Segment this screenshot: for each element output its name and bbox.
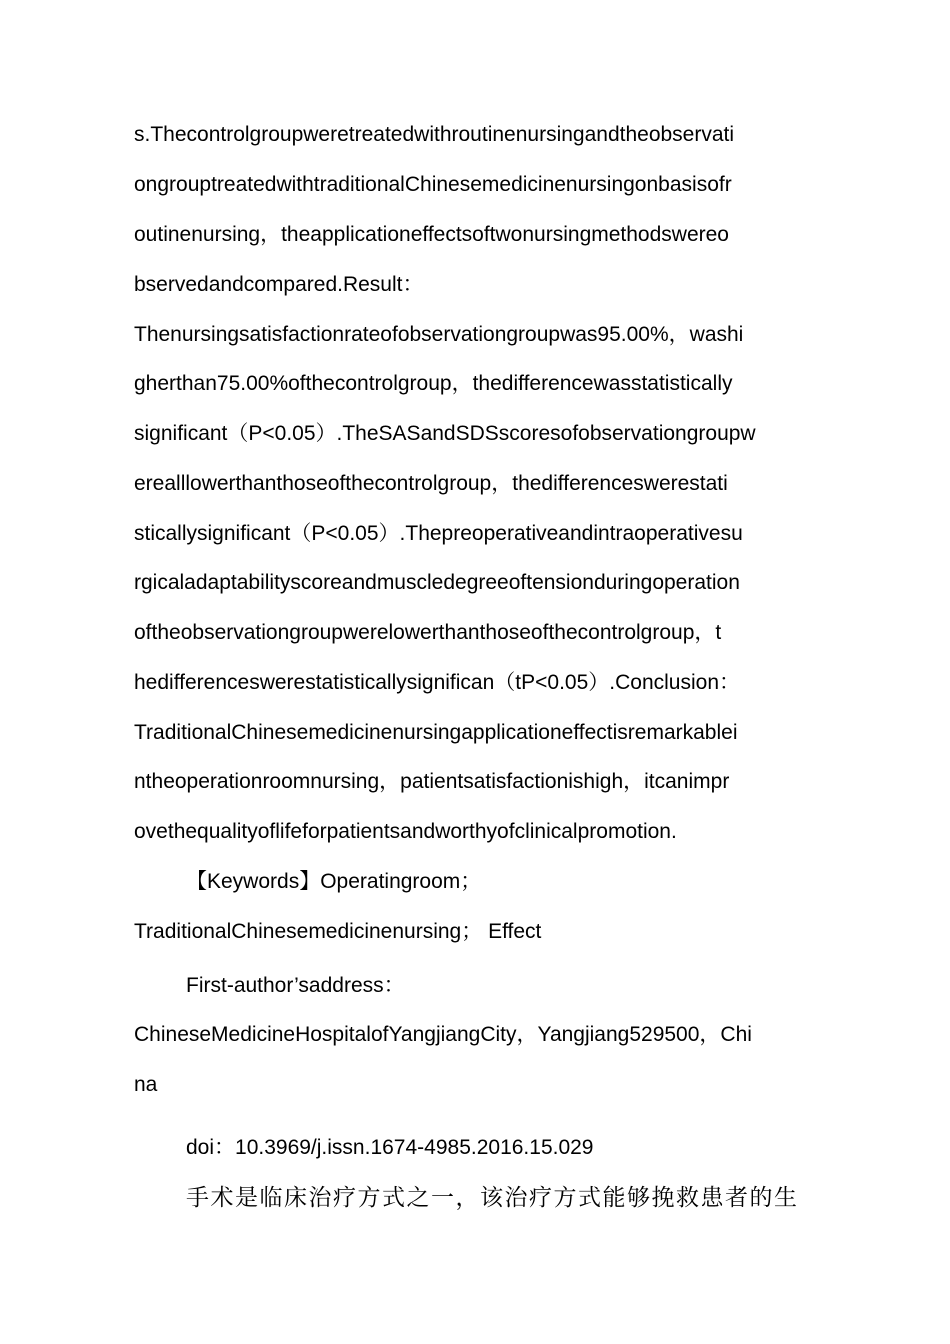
abstract-line: ntheoperationroomnursing，patientsatisfactionishigh，itcanimpr (134, 770, 730, 793)
author-address-continued: na (134, 1073, 158, 1096)
abstract-line: sticallysignificant（P<0.05）.Thepreoperativeandintraoperativesu (134, 522, 743, 545)
author-address: ChineseMedicineHospitalofYangjiangCity，Yangjiang529500，Chi (134, 1023, 752, 1046)
keywords-list: TraditionalChinesemedicinenursing； Effect (134, 920, 542, 943)
author-address-label: First-author’saddress： (186, 974, 405, 997)
doi: doi：10.3969/j.issn.1674-4985.2016.15.029 (186, 1136, 594, 1159)
abstract-line: erealllowerthanthoseofthecontrolgroup，thedifferenceswerestati (134, 472, 728, 495)
abstract-line: bservedandcompared.Result： (134, 273, 424, 296)
abstract-line: Thenursingsatisfactionrateofobservationgroupwas95.00%，washi (134, 323, 744, 346)
keywords-heading: 【Keywords】Operatingroom； (186, 870, 482, 893)
abstract-line: outinenursing，theapplicationeffectsoftwonursingmethodswereo (134, 223, 729, 246)
abstract-line: ovethequalityoflifeforpatientsandworthyofclinicalpromotion. (134, 820, 677, 843)
abstract-line: TraditionalChinesemedicinenursingapplicationeffectisremarkablei (134, 721, 738, 744)
abstract-line: significant（P<0.05）.TheSASandSDSscoresofobservationgroupw (134, 422, 756, 445)
abstract-line: rgicaladaptabilityscoreandmuscledegreeoftensionduringoperation (134, 571, 740, 594)
abstract-line: hedifferenceswerestatisticallysignifican（tP<0.05）.Conclusion： (134, 671, 740, 694)
abstract-line: gherthan75.00%ofthecontrolgroup，thedifferencewasstatistically (134, 372, 733, 395)
body-paragraph-start: 手术是临床治疗方式之一，该治疗方式能够挽救患者的生 (186, 1185, 799, 1211)
abstract-line: ongrouptreatedwithtraditionalChinesemedicinenursingonbasisofr (134, 173, 732, 196)
abstract-line: s.Thecontrolgroupweretreatedwithroutinenursingandtheobservati (134, 123, 735, 146)
abstract-line: oftheobservationgroupwerelowerthanthoseofthecontrolgroup，t (134, 621, 722, 644)
